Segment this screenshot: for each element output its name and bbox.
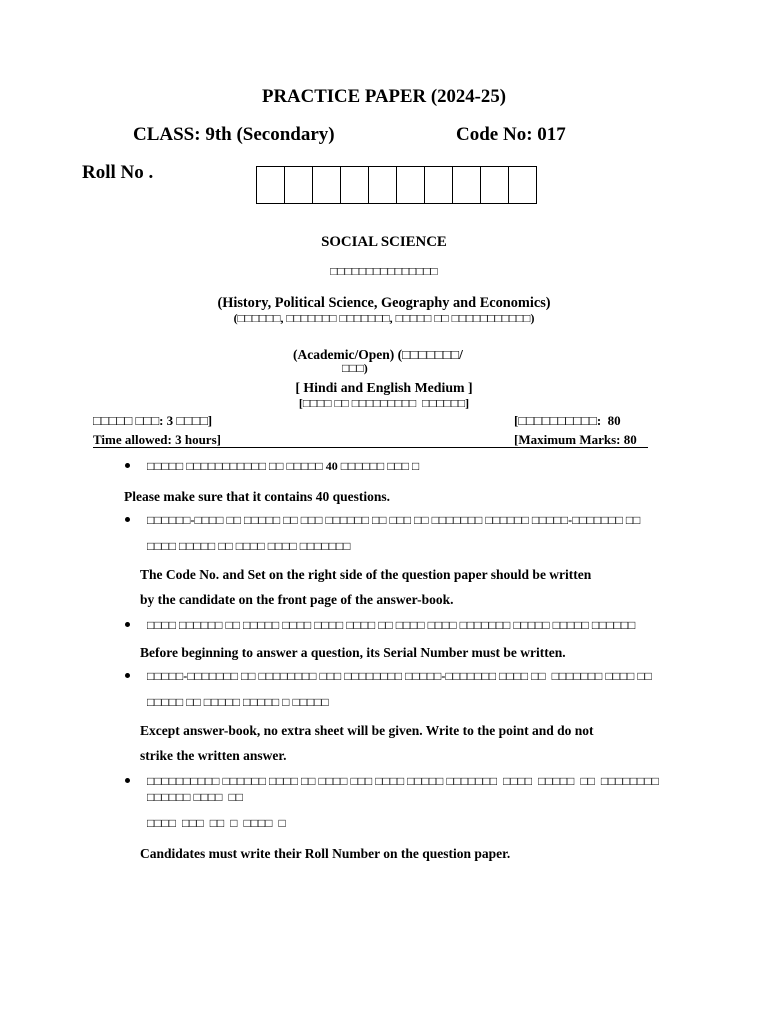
roll-number-cell — [368, 166, 397, 204]
roll-number-boxes — [256, 166, 537, 204]
paper-title: PRACTICE PAPER (2024-25) — [262, 86, 506, 107]
subject-title: SOCIAL SCIENCE — [321, 234, 447, 250]
instruction-hindi: □□□□□ □□ □□□□□ □□□□□ □ □□□□□ — [147, 695, 329, 709]
bullet-marker — [125, 463, 130, 468]
bullet-marker — [125, 673, 130, 678]
medium-label: [ Hindi and English Medium ] — [295, 380, 473, 395]
instruction-hindi: □□□□□□-□□□□ □□ □□□□□ □□ □□□ □□□□□□ □□ □□□ □□ □□□□□□□ □□□□□□ □□□□□-□□□□□□□ □□ — [147, 513, 641, 527]
code-number-label: Code No: 017 — [456, 124, 566, 145]
instruction-hindi: □□□□ □□□□□□ □□ □□□□□ □□□□ □□□□ □□□□ □□ □□□□ □□□□ □□□□□□□ □□□□□ □□□□□ □□□□□□ — [147, 618, 636, 632]
roll-number-cell — [508, 166, 537, 204]
time-allowed-hindi: □□□□□ □□□: 3 □□□□] — [93, 413, 213, 428]
instruction-text: Candidates must write their Roll Number on the question paper. — [140, 846, 511, 861]
instruction-hindi: □□□□□□ □□□□ □□ — [147, 790, 243, 804]
roll-number-cell — [284, 166, 313, 204]
stream-label-continued: □□□) — [342, 361, 368, 375]
instruction-hindi: □□□□ □□□ □□ □ □□□□ □ — [147, 816, 286, 830]
header-divider — [93, 447, 648, 448]
instruction-text: Please make sure that it contains 40 questions. — [124, 489, 391, 504]
roll-number-cell — [396, 166, 425, 204]
roll-number-cell — [452, 166, 481, 204]
roll-number-cell — [256, 166, 285, 204]
roll-number-cell — [312, 166, 341, 204]
stream-label: (Academic/Open) (□□□□□□□/ — [293, 347, 463, 362]
roll-number-cell — [340, 166, 369, 204]
bullet-marker — [125, 622, 130, 627]
subject-branches: (History, Political Science, Geography and Economics) — [217, 295, 551, 311]
instruction-hindi: □□□□ □□□□□ □□ □□□□ □□□□ □□□□□□□ — [147, 539, 351, 553]
instruction-text: by the candidate on the front page of the answer-book. — [140, 592, 454, 607]
instruction-text: The Code No. and Set on the right side of the question paper should be written — [140, 567, 592, 582]
class-label: CLASS: 9th (Secondary) — [133, 124, 335, 145]
instruction-text: Before beginning to answer a question, its Serial Number must be written. — [140, 645, 566, 660]
medium-label-hindi: [□□□□ □□ □□□□□□□□□ □□□□□□] — [298, 396, 470, 410]
instruction-hindi: □□□□□-□□□□□□□ □□ □□□□□□□□ □□□ □□□□□□□□ □□□□□-□□□□□□□ □□□□ □□ □□□□□□□ □□□□ □□ — [147, 669, 652, 683]
bullet-marker — [125, 517, 130, 522]
maximum-marks-hindi: [□□□□□□□□□□: 80 — [514, 413, 621, 428]
maximum-marks: [Maximum Marks: 80 — [514, 432, 637, 447]
roll-number-cell — [424, 166, 453, 204]
instruction-hindi: □□□□□ □□□□□□□□□□□ □□ □□□□□ 40 □□□□□□ □□□ □ — [147, 459, 420, 473]
time-allowed: Time allowed: 3 hours] — [93, 432, 221, 447]
subject-title-hindi: □□□□□□□□□□□□□□□ — [330, 264, 438, 278]
instruction-text: strike the written answer. — [140, 748, 287, 763]
instruction-hindi: □□□□□□□□□□ □□□□□□ □□□□ □□ □□□□ □□□ □□□□ □□□□□ □□□□□□□ □□□□ □□□□□ □□ □□□□□□□□ — [147, 774, 659, 788]
instruction-text: Except answer-book, no extra sheet will be given. Write to the point and do not — [140, 723, 594, 738]
subject-branches-hindi: (□□□□□□, □□□□□□□ □□□□□□□, □□□□□ □□ □□□□□□□□□□□) — [233, 311, 535, 325]
roll-number-cell — [480, 166, 509, 204]
roll-number-label: Roll No . — [82, 162, 154, 183]
bullet-marker — [125, 778, 130, 783]
